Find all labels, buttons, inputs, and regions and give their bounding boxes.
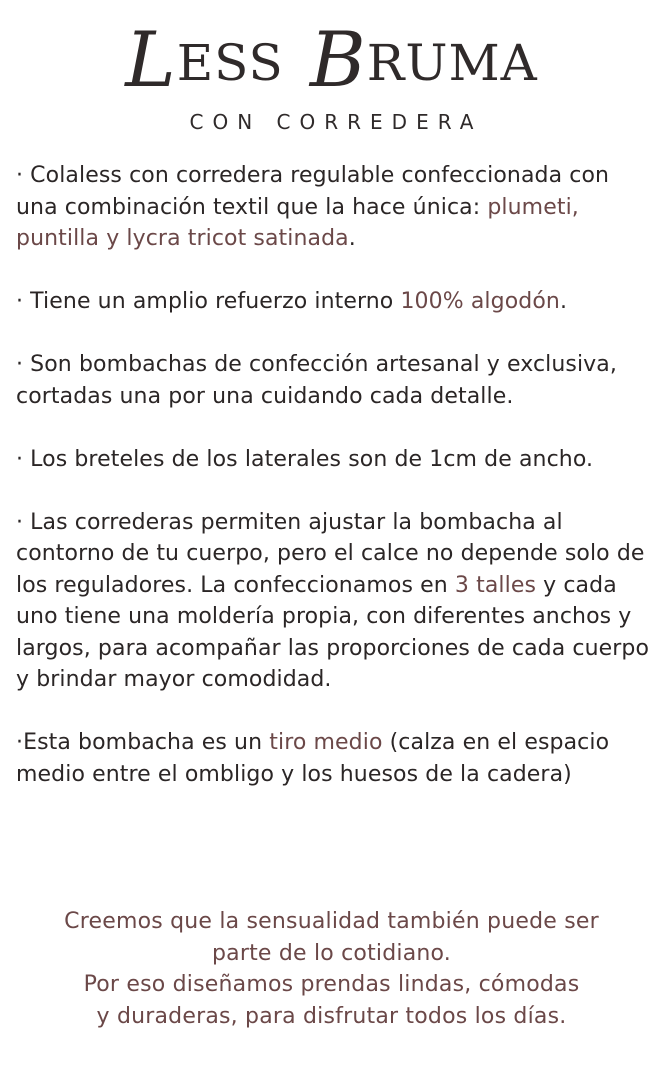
statement-line-3: Por eso diseñamos prendas lindas, cómodas bbox=[83, 972, 580, 997]
paragraph-text: ·Esta bombacha es un bbox=[16, 730, 270, 755]
paragraph-text: · Colaless con corredera regulable confeccionada con una combinación textil que la hace única: bbox=[16, 163, 610, 220]
highlight-fabric: plumeti, puntilla y lycra tricot satinada bbox=[16, 194, 579, 251]
paragraph-fabric bbox=[16, 160, 656, 255]
paragraph-text: (calza en el espacio medio entre el ombligo y los huesos de la cadera) bbox=[16, 730, 610, 787]
paragraph-lining bbox=[16, 286, 656, 318]
brand-word-less: ESS bbox=[176, 34, 284, 92]
paragraph-text: . bbox=[559, 289, 568, 314]
paragraph-text: · Las correderas permiten ajustar la bombacha al contorno de tu cuerpo, pero el calce no depende solo de los reguladores. La confeccionamos en bbox=[16, 509, 645, 598]
statement-line-2: parte de lo cotidiano. bbox=[212, 940, 451, 966]
product-description bbox=[16, 160, 656, 822]
header bbox=[0, 15, 663, 134]
paragraph-rise bbox=[16, 727, 656, 790]
paragraph-sizing bbox=[16, 507, 656, 696]
product-subtitle: CON CORREDERA bbox=[189, 110, 483, 134]
brand-word-bruma: RUMA bbox=[366, 34, 538, 92]
highlight-rise: tiro medio bbox=[269, 730, 383, 755]
paragraph-straps: · Los breteles de los laterales son de 1cm de ancho. bbox=[16, 446, 594, 472]
brand-statement bbox=[0, 906, 663, 1032]
brand-logo bbox=[0, 15, 663, 104]
paragraph-text: · Tiene un amplio refuerzo interno bbox=[16, 289, 401, 314]
paragraph-artisanal: · Son bombachas de confección artesanal y exclusiva, cortadas una por una cuidando cada detalle. bbox=[16, 352, 617, 409]
highlight-cotton: 100% algodón bbox=[400, 289, 560, 314]
highlight-sizes: 3 talles bbox=[454, 572, 537, 598]
brand-initial-b: B bbox=[309, 15, 367, 104]
paragraph-text: y cada uno tiene una moldería propia, con diferentes anchos y largos, para acompañar las proporciones de cada cuerpo y brindar mayor comodidad. bbox=[16, 572, 650, 692]
statement-line-4: y duraderas, para disfrutar todos los días. bbox=[96, 1003, 567, 1029]
brand-initial-l: L bbox=[125, 15, 177, 104]
paragraph-text: . bbox=[348, 226, 356, 251]
statement-line-1: Creemos que la sensualidad también puede ser bbox=[64, 909, 599, 934]
